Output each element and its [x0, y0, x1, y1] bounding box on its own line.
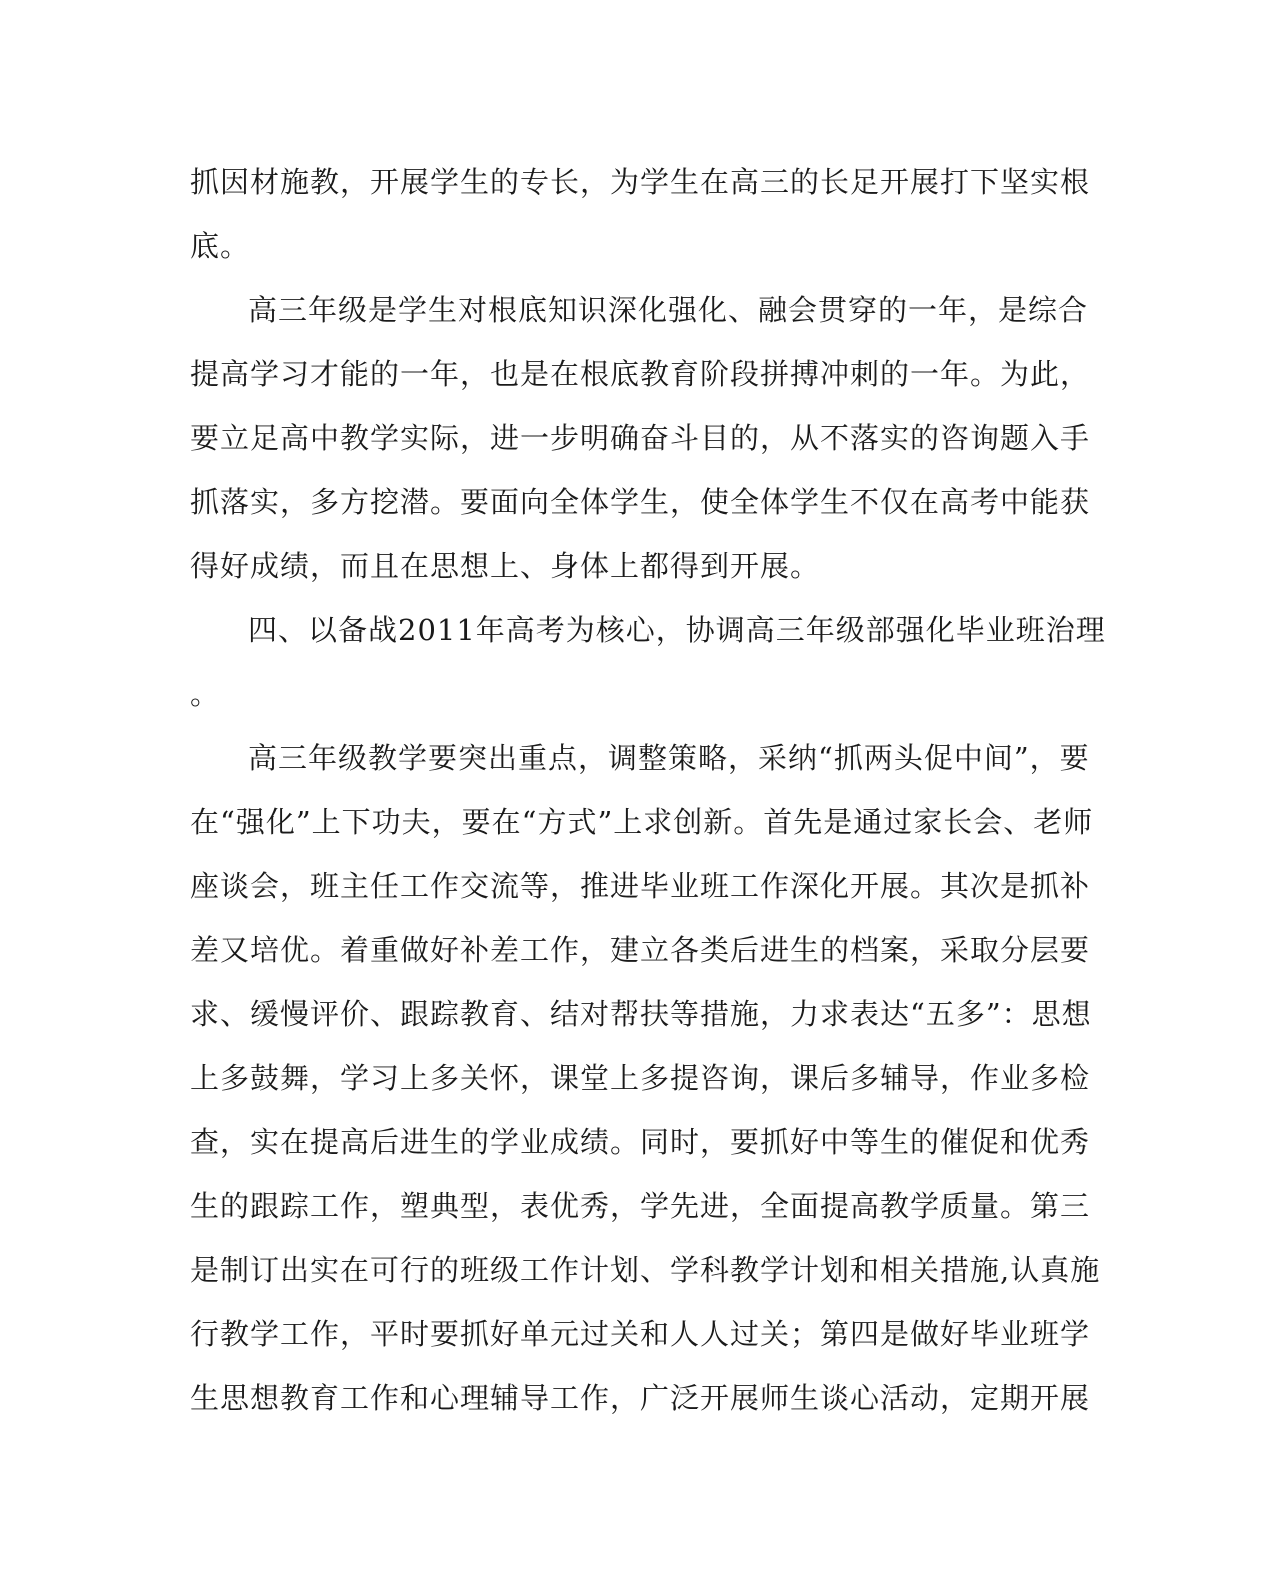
text-line: 要立足高中教学实际，进一步明确奋斗目的，从不落实的咨询题入手	[190, 421, 1091, 455]
paragraph-start-line: 高三年级是学生对根底知识深化强化、融会贯穿的一年，是综合	[248, 293, 1089, 327]
text-line: 。	[190, 677, 221, 711]
text-line: 座谈会，班主任工作交流等，推进毕业班工作深化开展。其次是抓补	[190, 869, 1091, 903]
text-line: 行教学工作，平时要抓好单元过关和人人过关；第四是做好毕业班学	[190, 1317, 1091, 1351]
text-line: 求、缓慢评价、跟踪教育、结对帮扶等措施，力求表达“五多”：思想	[190, 997, 1092, 1031]
text-line: 查，实在提高后进生的学业成绩。同时，要抓好中等生的催促和优秀	[190, 1125, 1091, 1159]
text-line: 是制订出实在可行的班级工作计划、学科教学计划和相关措施,认真施	[190, 1253, 1101, 1287]
text-line: 生思想教育工作和心理辅导工作，广泛开展师生谈心活动，定期开展	[190, 1381, 1091, 1415]
text-line: 上多鼓舞，学习上多关怀，课堂上多提咨询，课后多辅导，作业多检	[190, 1061, 1091, 1095]
text-line: 生的跟踪工作，塑典型，表优秀，学先进，全面提高教学质量。第三	[190, 1189, 1091, 1223]
text-line: 提高学习才能的一年，也是在根底教育阶段拼搏冲刺的一年。为此，	[190, 357, 1091, 391]
body-text	[190, 150, 1106, 1430]
text-line: 抓因材施教，开展学生的专长，为学生在高三的长足开展打下坚实根	[190, 165, 1091, 199]
text-line: 得好成绩，而且在思想上、身体上都得到开展。	[190, 549, 821, 583]
paragraph-start-line: 高三年级教学要突出重点，调整策略，采纳“抓两头促中间”，要	[248, 741, 1090, 775]
text-line: 抓落实，多方挖潜。要面向全体学生，使全体学生不仅在高考中能获	[190, 485, 1091, 519]
text-line: 差又培优。着重做好补差工作，建立各类后进生的档案，采取分层要	[190, 933, 1091, 967]
section-heading-line: 四、以备战2011年高考为核心，协调高三年级部强化毕业班治理	[248, 613, 1106, 647]
text-line: 在“强化”上下功夫，要在“方式”上求创新。首先是通过家长会、老师	[190, 805, 1094, 839]
text-line: 底。	[190, 229, 251, 263]
